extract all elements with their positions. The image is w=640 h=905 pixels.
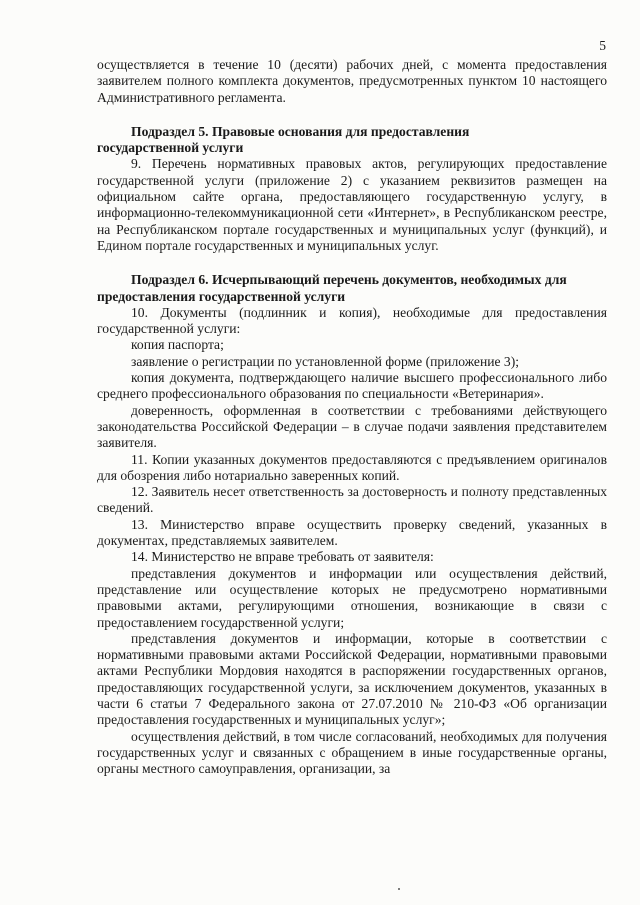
document-body (97, 57, 607, 777)
scan-speck (398, 888, 400, 890)
list-item-power-of-attorney: доверенность, оформленная в соответствии с требованиями действующего законодательства Российской Федерации – в случае подачи заявления представителем заявителя. (97, 402, 607, 451)
paragraph-9: 9. Перечень нормативных правовых актов, регулирующих предоставление государственной услуги (приложение 2) с указанием реквизитов размещен на официальном сайте органа, предоставляющего государственную услугу, в информационно-телекоммуникационной сети «Интернет», в Республиканском реестре, на Республиканском портале государственных и муниципальных услуг (функций), и Едином портале государственных и муниципальных услуг. (97, 156, 607, 253)
list-item-passport: копия паспорта; (131, 337, 224, 353)
section6-heading-line1: Подраздел 6. Исчерпывающий перечень документов, необходимых для (131, 272, 567, 288)
section5-heading-line2: государственной услуги (97, 140, 244, 156)
list-item-application: заявление о регистрации по установленной форме (приложение 3); (131, 353, 520, 369)
paragraph-11: 11. Копии указанных документов предоставляются с предъявлением оригиналов для обозрения либо нотариально заверенных копий. (97, 451, 607, 483)
section6-heading-line2: предоставления государственной услуги (97, 288, 346, 304)
paragraph-14: 14. Министерство не вправе требовать от заявителя: (131, 549, 434, 565)
paragraph-14-item-a: представления документов и информации или осуществления действий, представление или осуществление которых не предусмотрено нормативными правовыми актами, регулирующими отношения, возникающие в связи с предоставлением государственной услуги; (97, 565, 607, 630)
section6-heading-cont (97, 289, 607, 305)
section5-heading-cont (97, 140, 607, 156)
intro-paragraph: осуществляется в течение 10 (десяти) рабочих дней, с момента предоставления заявителем полного комплекта документов, предусмотренных пунктом 10 настоящего Административного регламента. (97, 57, 607, 105)
paragraph-14-item-b: представления документов и информации, которые в соответствии с нормативными правовыми актами Российской Федерации, нормативными правовыми актами Республики Мордовия находятся в распоряжении государственных органов, предоставляющих государственной услуги, за исключением документов, указанных в части 6 статьи 7 Федерального закона от 27.07.2010 № 210-ФЗ «Об организации предоставления государственных и муниципальных услуг»; (97, 630, 607, 728)
paragraph-14-item-c: осуществления действий, в том числе согласований, необходимых для получения государственных услуг и связанных с обращением в иные государственные органы, органы местного самоуправления, организации, за (97, 728, 607, 777)
page-number: 5 (599, 38, 606, 53)
section5-heading-line1: Подраздел 5. Правовые основания для предоставления (131, 123, 470, 139)
list-item-diploma: копия документа, подтверждающего наличие высшего профессионального либо среднего профессионального образования по специальности «Ветеринария». (97, 370, 607, 402)
section5-heading (97, 124, 607, 140)
section6-heading (97, 272, 607, 288)
paragraph-13: 13. Министерство вправе осуществить проверку сведений, указанных в документах, представляемых заявителем. (97, 516, 607, 549)
paragraph-10: 10. Документы (подлинник и копия), необходимые для предоставления государственной услуги: (97, 304, 607, 337)
paragraph-12: 12. Заявитель несет ответственность за достоверность и полноту представленных сведений. (97, 484, 607, 516)
